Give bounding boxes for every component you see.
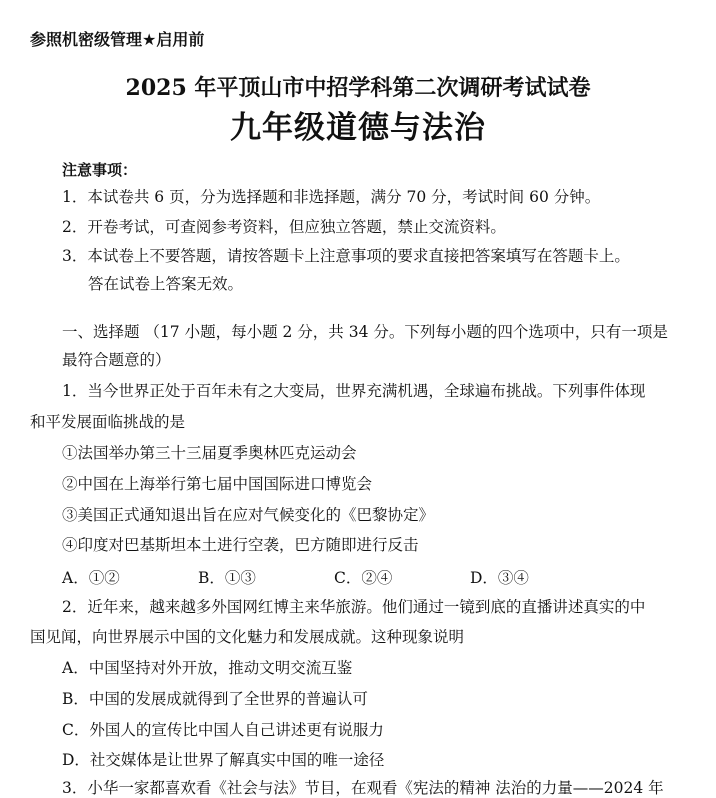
exam-title: 2025 年平顶山市中招学科第二次调研考试试卷: [125, 75, 591, 101]
q2-option-b: B．中国的发展成就得到了全世界的普遍认可: [62, 690, 368, 708]
notice-item-1: 1．本试卷共 6 页，分为选择题和非选择题，满分 70 分，考试时间 60 分钟。: [62, 188, 601, 206]
q1-choice-c: C．②④: [334, 569, 393, 587]
q1-choice-a: A．①②: [62, 569, 120, 587]
q3-stem: 3．小华一家都喜欢看《社会与法》节目，在观看《宪法的精神 法治的力量——2024 年: [62, 779, 664, 797]
section-heading: 一、选择题 （17 小题，每小题 2 分，共 34 分。下列每小题的四个选项中，只有一项是: [62, 323, 668, 341]
notice-item-2: 2．开卷考试，可查阅参考资料，但应独立答题，禁止交流资料。: [62, 218, 506, 236]
q2-stem-continued: 国见闻，向世界展示中国的文化魅力和发展成就。这种现象说明: [30, 628, 465, 646]
q1-item-2: ②中国在上海举行第七届中国国际进口博览会: [62, 475, 373, 493]
notice-item-3: 3．本试卷上不要答题，请按答题卡上注意事项的要求直接把答案填写在答题卡上。: [62, 247, 630, 265]
q2-stem: 2．近年来，越来越多外国网红博主来华旅游。他们通过一镜到底的直播讲述真实的中: [62, 598, 646, 616]
q2-option-a: A．中国坚持对外开放，推动文明交流互鉴: [62, 659, 353, 677]
q1-item-1: ①法国举办第三十三届夏季奥林匹克运动会: [62, 444, 357, 462]
subject-title: 九年级道德与法治: [230, 110, 486, 146]
q1-choice-b: B．①③: [198, 569, 256, 587]
notice-item-3-continued: 答在试卷上答案无效。: [88, 275, 244, 293]
confidential-label: 参照机密级管理★启用前: [30, 30, 205, 49]
q1-item-3: ③美国正式通知退出旨在应对气候变化的《巴黎协定》: [62, 506, 435, 524]
section-heading-continued: 最符合题意的）: [62, 351, 171, 369]
q1-item-4: ④印度对巴基斯坦本土进行空袭，巴方随即进行反击: [62, 536, 419, 554]
q1-stem-continued: 和平发展面临挑战的是: [30, 413, 186, 431]
notice-heading: 注意事项：: [62, 161, 138, 179]
q2-option-d: D．社交媒体是让世界了解真实中国的唯一途径: [62, 751, 385, 769]
q1-stem: 1．当今世界正处于百年未有之大变局，世界充满机遇，全球遍布挑战。下列事件体现: [62, 382, 646, 400]
q2-option-c: C．外国人的宣传比中国人自己讲述更有说服力: [62, 721, 384, 739]
q1-choice-d: D．③④: [470, 569, 529, 587]
